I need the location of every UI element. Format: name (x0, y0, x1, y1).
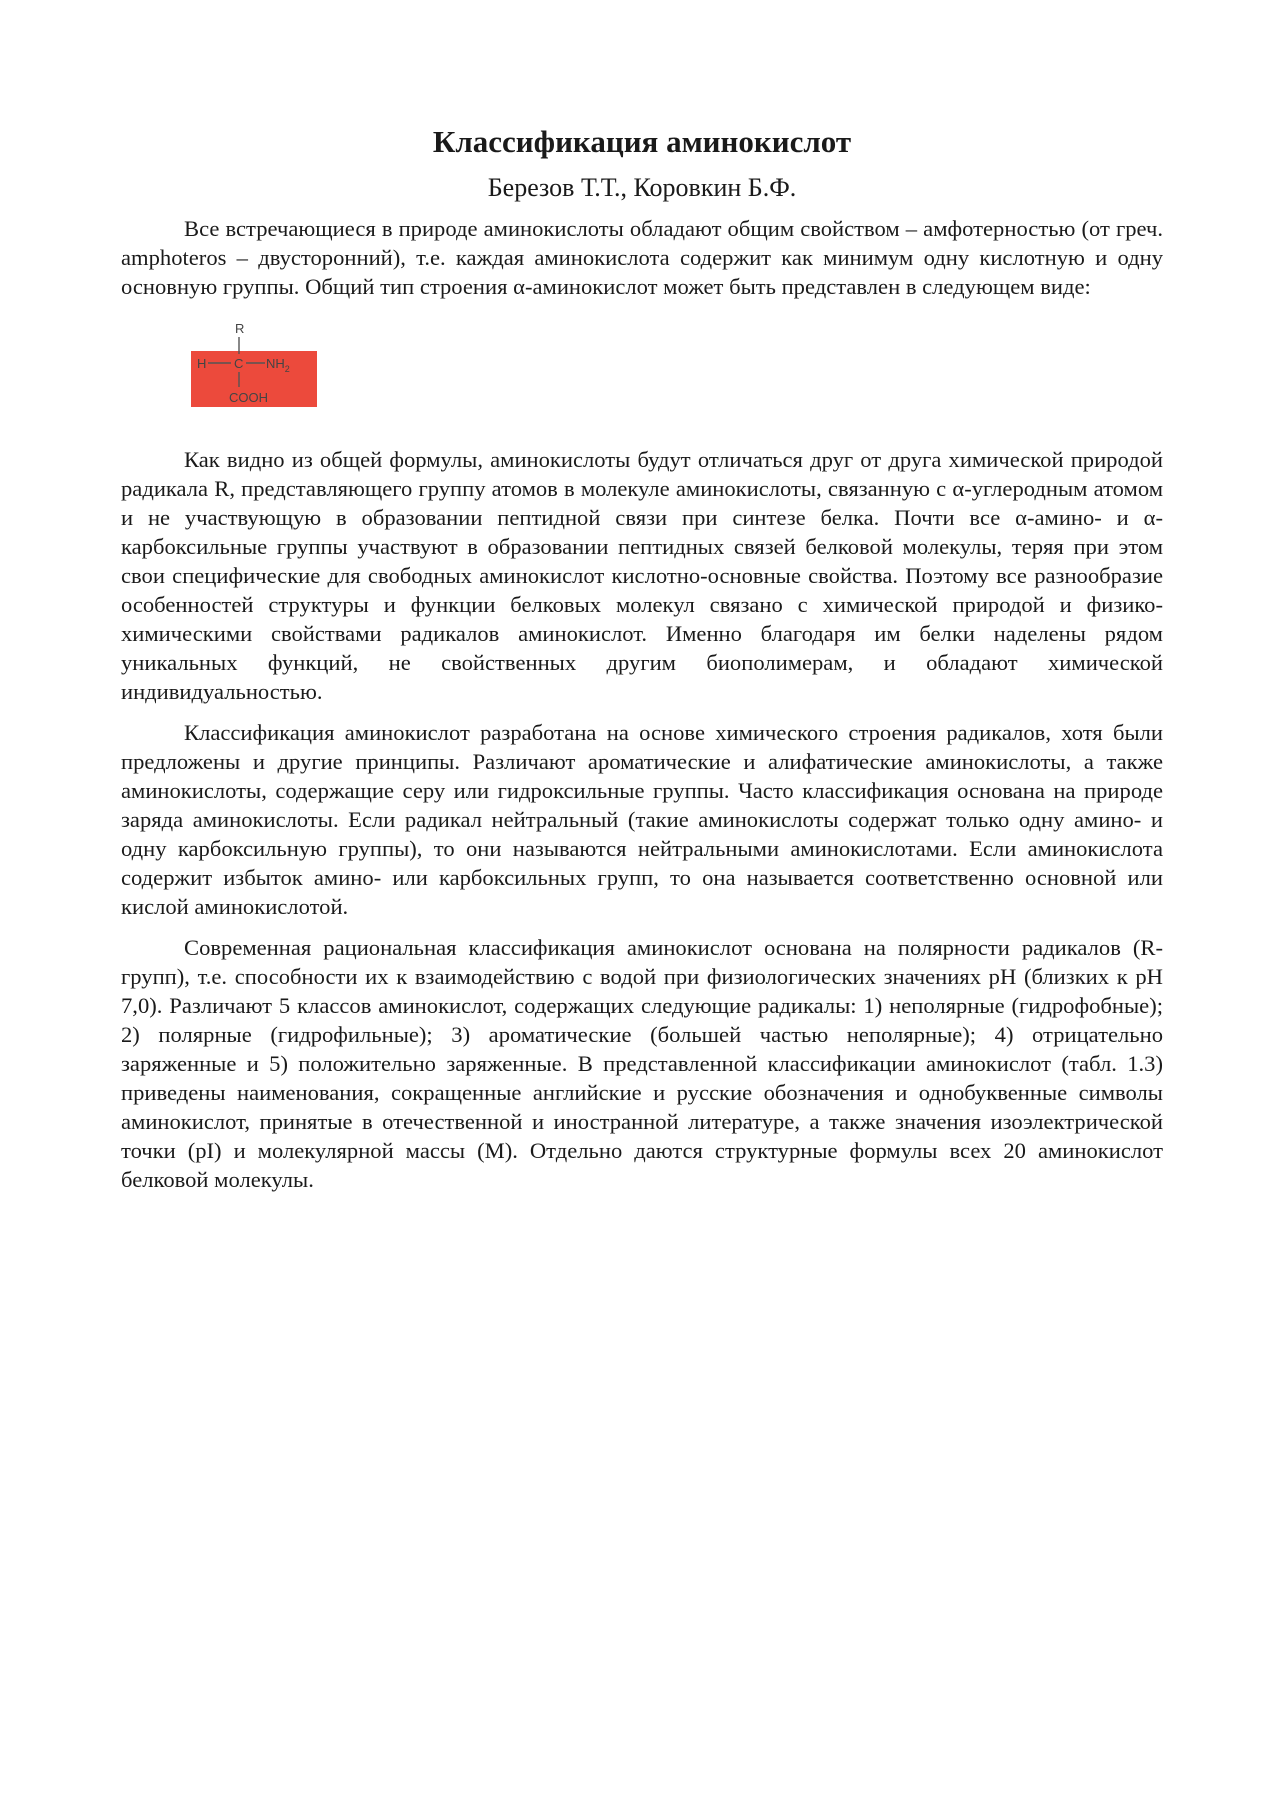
radical-label: R (235, 321, 245, 336)
alpha-carbon-label: C (234, 356, 244, 371)
amino-acid-formula (121, 313, 1163, 445)
paragraph-4: Современная рациональная классификация аминокислот основана на полярности радикалов (R-групп), т.е. способности их к взаимодействию с водой при физиологических значениях pH (близких к pH 7,0). Различают 5 классов аминокислот, содержащих следующие радикалы: 1) неполярные (гидрофобные); 2) полярные (гидрофильные); 3) ароматические (большей частью неполярные); 4) отрицательно заряженные и 5) положительно заряженные. В представленной классификации аминокислот (табл. 1.3) приведены наименования, сокращенные английские и русские обозначения и однобуквенные символы аминокислот, принятые в отечественной и иностранной литературе, а также значения изоэлектрической точки (pI) и молекулярной массы (M). Отдельно даются структурные формулы всех 20 аминокислот белковой молекулы. (121, 935, 1163, 1192)
document-content (121, 118, 1163, 1206)
paragraph-2: Как видно из общей формулы, аминокислоты будут отличаться друг от друга химической природой радикала R, представляющего группу атомов в молекуле аминокислоты, связанную с α-углеродным атомом и не участвующую в образовании пептидной связи при синтезе белка. Почти все α-амино- и α-карбоксильные группы участвуют в образовании пептидных связей белковой молекулы, теряя при этом свои специфические для свободных аминокислот кислотно-основные свойства. Поэтому все разнообразие особенностей структуры и функции белковых молекул связано с химической природой и физико-химическими свойствами радикалов аминокислот. Именно благодаря им белки наделены рядом уникальных функций, не свойственных другим биополимерам, и обладают химической индивидуальностью. (121, 447, 1163, 704)
carboxyl-group-label: COOH (229, 390, 268, 405)
amino-acid-structure-diagram (191, 313, 331, 443)
paragraph-1: Все встречающиеся в природе аминокислоты обладают общим свойством – амфотерностью (от греч. amphoteros – двусторонний), т.е. каждая аминокислота содержит как минимум одну кислотную и одну основную группы. Общий тип строения α-аминокислот может быть представлен в следующем виде: (121, 216, 1163, 299)
paragraph-3: Классификация аминокислот разработана на основе химического строения радикалов, хотя были предложены и другие принципы. Различают ароматические и алифатические аминокислоты, а также аминокислоты, содержащие серу или гидроксильные группы. Часто классификация основана на природе заряда аминокислоты. Если радикал нейтральный (такие аминокислоты содержат только одну амино- и одну карбоксильную группы), то они называются нейтральными аминокислотами. Если аминокислота содержит избыток амино- или карбоксильных групп, то она называется соответственно основной или кислой аминокислотой. (121, 720, 1163, 919)
document-authors: Березов Т.Т., Коровкин Б.Ф. (487, 173, 797, 202)
document-title: Классификация аминокислот (432, 124, 852, 159)
hydrogen-label: H (197, 356, 207, 371)
amino-group-label: $NH_2$ (266, 356, 290, 374)
